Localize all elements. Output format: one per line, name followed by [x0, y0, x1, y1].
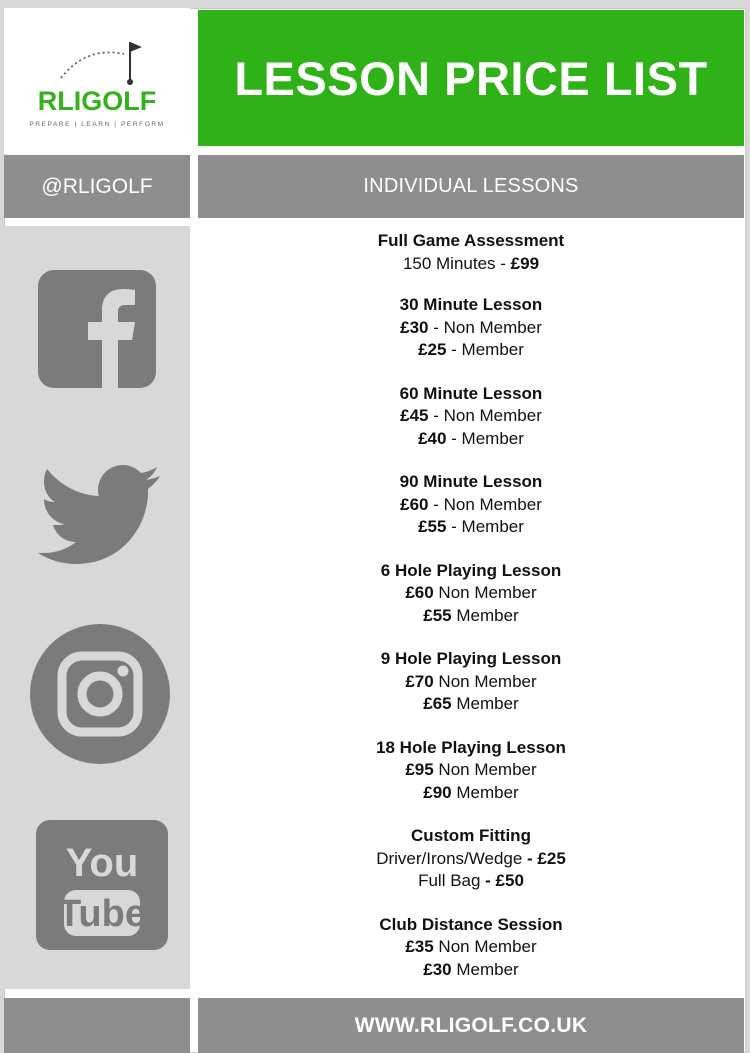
lesson-price-line [198, 516, 744, 539]
lesson-name: 18 Hole Playing Lesson [376, 737, 566, 757]
lesson-name: 60 Minute Lesson [399, 383, 543, 403]
section-title: INDIVIDUAL LESSONS [363, 175, 579, 197]
price-suffix: Non Member [433, 937, 537, 956]
lesson-price-line [198, 317, 744, 340]
website-link[interactable]: WWW.RLIGOLF.CO.UK [354, 1013, 588, 1037]
price-amount: £40 [418, 428, 447, 448]
price-suffix: - Member [446, 517, 524, 536]
social-handle-bar [4, 155, 190, 218]
price-suffix: Non Member [433, 760, 537, 779]
price-suffix: - Non Member [428, 406, 542, 425]
golf-flag-icon [56, 38, 146, 88]
svg-text:Tube: Tube [58, 893, 146, 935]
lesson-price-line [198, 870, 744, 893]
footer-left-block [4, 998, 190, 1053]
lesson-price-line [198, 494, 744, 517]
lesson-list [198, 230, 744, 981]
lesson-item [198, 737, 744, 805]
logo-tagline: PREPARE | LEARN | PERFORM [29, 121, 165, 128]
price-suffix: Member [451, 959, 519, 979]
lesson-price-line [198, 782, 744, 805]
price-prefix: Full Bag [418, 871, 486, 890]
price-amount: £95 [405, 760, 434, 779]
title-banner [198, 10, 744, 146]
lesson-price-line [198, 582, 744, 605]
price-suffix: Member [451, 605, 519, 625]
price-prefix: 150 Minutes - [402, 253, 511, 273]
price-amount: £55 [423, 605, 452, 625]
price-amount: £60 [405, 583, 434, 602]
price-suffix: Non Member [433, 583, 537, 602]
lesson-item [198, 383, 744, 451]
svg-text:You: You [65, 841, 139, 885]
twitter-icon[interactable] [38, 464, 162, 564]
price-amount: £55 [418, 517, 447, 536]
youtube-icon[interactable] [36, 820, 168, 950]
price-amount: £45 [400, 406, 429, 425]
lesson-price-line [198, 428, 744, 451]
lesson-name: Full Game Assessment [377, 231, 565, 250]
price-amount: £35 [405, 937, 434, 956]
lesson-item [198, 471, 744, 539]
price-prefix: Driver/Irons/Wedge [376, 848, 528, 868]
lesson-item [198, 825, 744, 893]
price-suffix: Member [451, 782, 519, 802]
price-amount: £30 [400, 317, 429, 337]
lesson-price-line [198, 936, 744, 959]
price-amount: £25 [418, 340, 447, 359]
lesson-price-line [198, 253, 744, 276]
lesson-price-line [198, 759, 744, 782]
footer-bar [198, 998, 744, 1053]
price-amount: £70 [405, 671, 434, 691]
lesson-price-line [198, 959, 744, 982]
lesson-price-line [198, 605, 744, 628]
lesson-name: Club Distance Session [379, 914, 563, 934]
lesson-price-line [198, 848, 744, 871]
price-suffix: - Member [446, 340, 524, 359]
lesson-price-line [198, 671, 744, 694]
price-suffix: Member [451, 694, 519, 713]
price-amount: £65 [423, 694, 452, 713]
lesson-item [198, 294, 744, 362]
lesson-name: 9 Hole Playing Lesson [380, 649, 562, 668]
price-amount: £90 [423, 782, 452, 802]
lesson-item [198, 560, 744, 628]
price-amount: £30 [423, 959, 452, 979]
lesson-item [198, 648, 744, 716]
price-suffix: - Member [446, 428, 524, 448]
page-title: LESSON PRICE LIST [234, 51, 708, 105]
facebook-icon[interactable] [38, 270, 156, 388]
section-header [198, 155, 744, 218]
logo [4, 8, 190, 154]
social-handle: @RLIGOLF [41, 174, 153, 198]
price-amount: - £25 [527, 848, 566, 868]
price-amount: £99 [510, 253, 540, 273]
price-suffix: Non Member [433, 671, 537, 691]
price-suffix: - Non Member [428, 494, 542, 514]
logo-text: RLIGOLF [37, 86, 157, 116]
lesson-name: Custom Fitting [411, 826, 531, 845]
social-column [4, 226, 190, 989]
lesson-item [198, 230, 744, 275]
lesson-price-line [198, 693, 744, 716]
lesson-name: 90 Minute Lesson [399, 472, 543, 491]
lesson-name: 6 Hole Playing Lesson [380, 560, 562, 580]
price-amount: - £50 [485, 871, 524, 890]
instagram-icon[interactable] [30, 624, 170, 764]
lesson-name: 30 Minute Lesson [399, 295, 543, 314]
lesson-price-line [198, 339, 744, 362]
price-suffix: - Non Member [428, 317, 542, 337]
lesson-price-line [198, 405, 744, 428]
price-amount: £60 [400, 494, 429, 514]
lesson-item [198, 914, 744, 982]
